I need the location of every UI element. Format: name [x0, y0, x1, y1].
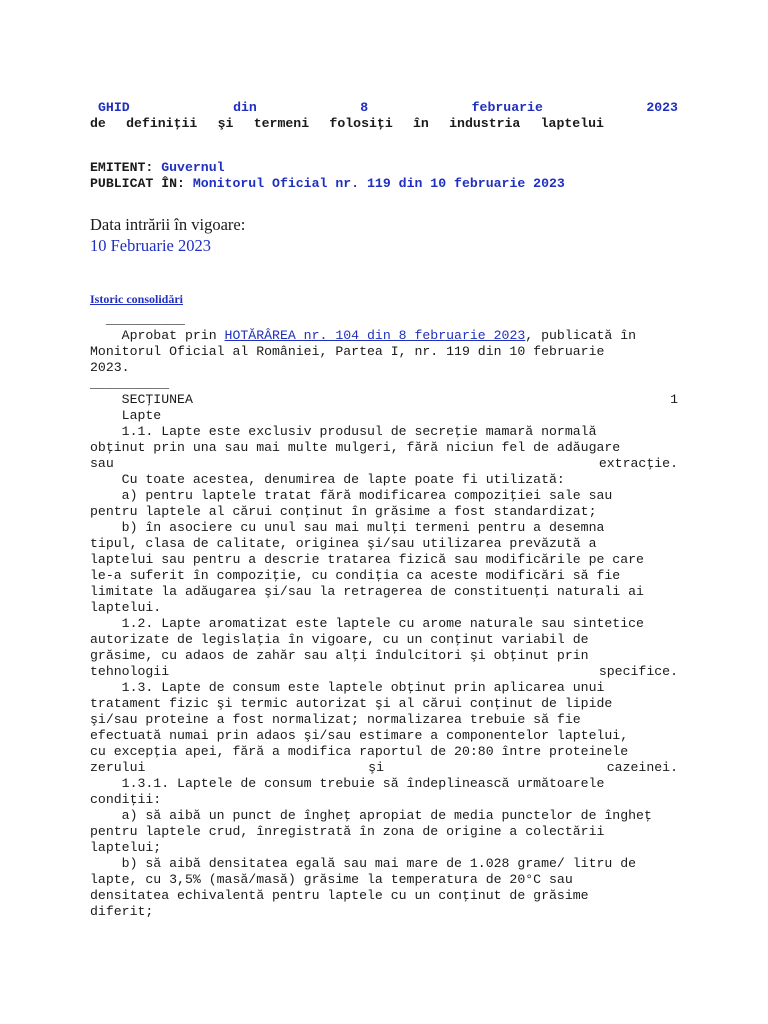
vigoare-label: Data intrării în vigoare: — [90, 215, 246, 234]
subtitle-word: în — [413, 116, 429, 131]
text-line: laptelui sau pentru a descrie tratarea fizică sau modificările pe care — [90, 552, 644, 567]
text-line: tratament fizic şi termic autorizat şi al cărui conţinut de lipide — [90, 696, 613, 711]
document-body — [90, 312, 678, 920]
section-number: 1 — [670, 392, 678, 407]
subtitle-word: de — [90, 116, 106, 131]
text-line: cu excepţia apei, fără a modifica raportul de 20:80 între proteinele — [90, 744, 629, 759]
text-line: a) să aibă un punct de îngheţ apropiat de media punctelor de îngheţ — [90, 808, 652, 823]
publicat-row — [90, 176, 678, 192]
text-fragment: şi — [368, 760, 384, 775]
text-line — [90, 664, 678, 680]
text-fragment: extracţie. — [598, 456, 678, 471]
subtitle-word: termeni — [253, 116, 310, 131]
text-line: laptelui; — [90, 840, 162, 855]
text-line: 1.1. Lapte este exclusiv produsul de secreţie mamară normală — [90, 424, 597, 439]
text-line: efectuată numai prin adaos şi/sau estimare a componentelor laptelui, — [90, 728, 629, 743]
section-label: SECŢIUNEA — [90, 392, 193, 407]
separator-line: __________ — [90, 312, 185, 327]
text-line: laptelui. — [90, 600, 162, 615]
separator-line: __________ — [90, 376, 170, 391]
text-line: lapte, cu 3,5% (masă/masă) grăsime la temperatura de 20°C sau — [90, 872, 573, 887]
text-line — [90, 760, 678, 776]
approval-suffix: , publicată în — [525, 328, 637, 343]
text-line: a) pentru laptele tratat fără modificarea compoziţiei sale sau — [90, 488, 613, 503]
document-meta — [90, 160, 678, 192]
text-fragment: zerului — [90, 760, 146, 775]
text-line: grăsime, cu adaos de zahăr sau alţi îndulcitori şi obţinut prin — [90, 648, 589, 663]
text-line: autorizate de legislaţia în vigoare, cu un conţinut variabil de — [90, 632, 589, 647]
title-word: februarie — [471, 100, 543, 115]
emitent-value[interactable]: Guvernul — [161, 160, 225, 175]
emitent-row — [90, 160, 678, 176]
hotararea-link[interactable]: HOTĂRÂREA nr. 104 din 8 februarie 2023 — [224, 328, 526, 343]
text-line: b) în asociere cu unul sau mai mulţi termeni pentru a desemna — [90, 520, 605, 535]
text-line: condiţii: — [90, 792, 162, 807]
istoric-consolidari-link[interactable]: Istoric consolidări — [90, 292, 183, 306]
title-word: din — [233, 100, 257, 115]
text-line: b) să aibă densitatea egală sau mai mare de 1.028 grame/ litru de — [90, 856, 637, 871]
text-line: Monitorul Oficial al României, Partea I, nr. 119 din 10 februarie — [90, 344, 605, 359]
subtitle-word: definiţii — [126, 116, 198, 131]
text-line: 1.3. Lapte de consum este laptele obţinut prin aplicarea unui — [90, 680, 605, 695]
document-title — [90, 100, 678, 116]
subtitle-word: şi — [217, 116, 234, 131]
subtitle-word: folosiţi — [329, 116, 393, 131]
approval-line — [90, 328, 678, 344]
title-word: 2023 — [646, 100, 678, 115]
title-word: GHID — [98, 100, 130, 115]
text-line: le-a suferit în compoziţie, cu condiţia ca aceste modificări să fie — [90, 568, 621, 583]
document-subtitle — [90, 116, 678, 132]
section-title: Lapte — [90, 408, 162, 423]
publicat-label: PUBLICAT ÎN: — [90, 176, 185, 191]
text-line: Cu toate acestea, denumirea de lapte poate fi utilizată: — [90, 472, 565, 487]
text-line: tipul, clasa de calitate, originea şi/sau utilizarea prevăzută a — [90, 536, 597, 551]
text-line: şi/sau proteine a fost normalizat; normalizarea trebuie să fie — [90, 712, 581, 727]
text-line: obţinut prin una sau mai multe mulgeri, fără niciun fel de adăugare — [90, 440, 621, 455]
vigoare-date: 10 Februarie 2023 — [90, 236, 211, 255]
subtitle-word: laptelui — [540, 116, 604, 131]
text-line: pentru laptele al cărui conţinut în grăsime a fost standardizat; — [90, 504, 597, 519]
text-line: 1.3.1. Laptele de consum trebuie să îndeplinească următoarele — [90, 776, 605, 791]
approval-prefix: Aprobat prin — [90, 328, 225, 343]
text-fragment: cazeinei. — [606, 760, 678, 775]
text-line: diferit; — [90, 904, 154, 919]
text-line: limitate la adăugarea şi/sau la retragerea de constituenţi naturali ai — [90, 584, 644, 599]
section-heading — [90, 392, 678, 408]
text-line — [90, 456, 678, 472]
publicat-value[interactable]: Monitorul Oficial nr. 119 din 10 februarie 2023 — [192, 176, 565, 191]
text-fragment: sau — [90, 456, 114, 471]
text-line: 1.2. Lapte aromatizat este laptele cu arome naturale sau sintetice — [90, 616, 644, 631]
vigoare-block — [90, 214, 678, 256]
text-line: densitatea echivalentă pentru laptele cu un conţinut de grăsime — [90, 888, 589, 903]
text-line: pentru laptele crud, înregistrată în zona de origine a colectării — [90, 824, 605, 839]
text-line: 2023. — [90, 360, 130, 375]
emitent-label: EMITENT: — [90, 160, 154, 175]
subtitle-word: industria — [449, 116, 521, 131]
title-word: 8 — [360, 100, 369, 115]
text-fragment: specifice. — [598, 664, 678, 679]
document-page — [90, 100, 678, 920]
text-fragment: tehnologii — [90, 664, 170, 679]
